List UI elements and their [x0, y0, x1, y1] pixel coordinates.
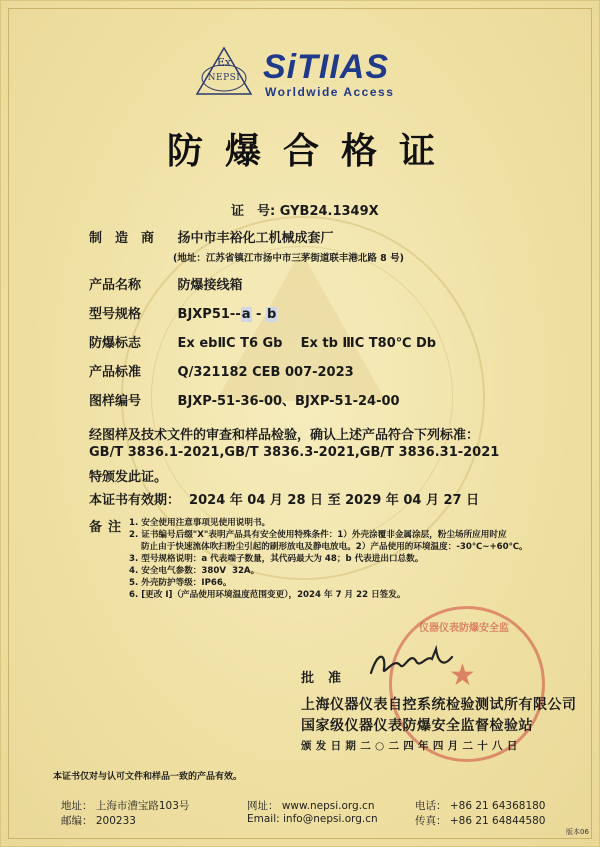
ex-mark-row: [89, 332, 436, 351]
note-item: 5. 外壳防护等级：IP66。: [129, 578, 232, 588]
validity-period: 本证书有效期： 2024 年 04 月 28 日 至 2029 年 04 月 27 日: [89, 493, 480, 508]
issuing-station: 国家级仪器仪表防爆安全监督检验站: [301, 718, 533, 734]
drawing-row: [89, 390, 400, 409]
seal-star-icon: ★: [449, 658, 476, 693]
fax-label: 传真：: [415, 815, 447, 827]
nepsi-logo-text: NEPSI: [207, 73, 241, 83]
footer-address: [61, 798, 189, 813]
website-label: 网址：: [247, 800, 279, 812]
drawing-label: 图样编号: [89, 394, 142, 409]
signature: [366, 643, 456, 687]
notes-label: 备注: [89, 520, 128, 535]
note-item: 3. 型号规格说明：a 代表端子数量，其代码最大为 48；b 代表进出口总数。: [129, 554, 424, 564]
note-item: 1. 安全使用注意事项见使用说明书。: [129, 518, 271, 528]
postcode-value: 200233: [95, 815, 136, 827]
manufacturer-row: [89, 227, 334, 246]
email-value[interactable]: info@nepsi.org.cn: [283, 813, 378, 825]
certificate-number-label: 证 号:: [231, 204, 276, 219]
product-name-value: 防爆接线箱: [177, 278, 243, 293]
model-row: [89, 303, 277, 322]
standard-value: Q/321182 CEB 007-2023: [177, 365, 354, 380]
note-item: 6. [更改 I]（产品使用环境温度范围变更），2024 年 7 月 22 日签发。: [129, 590, 406, 600]
ex-mark-label: 防爆标志: [89, 336, 142, 351]
certificate-title: 防爆合格证: [166, 131, 457, 172]
seal-text: 仪器仪表防爆安全监: [419, 623, 509, 634]
email-label: Email:: [247, 813, 280, 825]
nepsi-logo-ex: Ex: [216, 56, 232, 69]
manufacturer-label: 制 造 商: [89, 231, 155, 246]
sitiias-logo: SiTIIAS: [263, 48, 390, 86]
phone-value: +86 21 64368180: [449, 800, 546, 812]
statement-issue: 特颁发此证。: [89, 470, 168, 485]
standard-row: [89, 361, 354, 380]
drawing-value: BJXP-51-36-00、BJXP-51-24-00: [177, 394, 400, 409]
model-prefix: BJXP51--: [177, 307, 241, 322]
phone-label: 电话：: [415, 800, 447, 812]
footer-postcode: [61, 813, 136, 828]
model-b: b: [266, 307, 277, 322]
certificate-number-value: GYB24.1349X: [279, 204, 379, 219]
postcode-label: 邮编：: [61, 815, 93, 827]
approval-label: 批准: [301, 671, 356, 686]
footer-fax: [415, 813, 545, 828]
footer-email: [247, 813, 378, 825]
issuing-org: 上海仪器仪表自控系统检验测试所有限公司: [301, 697, 577, 713]
notes-list: [129, 517, 559, 601]
issue-date: 颁发日期二○二四年四月二十八日: [301, 740, 522, 752]
standard-label: 产品标准: [89, 365, 142, 380]
website-value[interactable]: www.nepsi.org.cn: [281, 800, 375, 812]
model-label: 型号规格: [89, 307, 142, 322]
ex-mark-value: Ex ebⅡC T6 Gb Ex tb ⅢC T80℃ Db: [177, 336, 437, 351]
note-item: 4. 安全电气参数：380V 32A。: [129, 566, 260, 576]
statement-line-1: 经图样及技术文件的审查和样品检验，确认上述产品符合下列标准：: [89, 428, 480, 443]
product-name-label: 产品名称: [89, 278, 142, 293]
product-name-row: [89, 274, 243, 293]
footer-website: [247, 798, 374, 813]
sitiias-tagline: Worldwide Access: [265, 85, 395, 99]
model-a: a: [241, 307, 251, 322]
nepsi-logo: [194, 46, 254, 98]
address-value: 上海市漕宝路103号: [95, 800, 190, 812]
fax-value: +86 21 64844580: [449, 815, 546, 827]
manufacturer-value: 扬中市丰裕化工机械成套厂: [177, 231, 334, 246]
version-label: 版本06: [566, 828, 589, 836]
statement-standards: GB/T 3836.1-2021,GB/T 3836.3-2021,GB/T 3836.31-2021: [89, 445, 500, 460]
note-item: 2. 证书编号后缀"X"表明产品具有安全使用特殊条件：1）外壳涂覆非金属涂层，粉尘场所应用时应: [129, 530, 507, 540]
manufacturer-address: (地址：江苏省镇江市扬中市三茅街道联丰港北路 8 号): [173, 253, 404, 264]
validity-note: 本证书仅对与认可文件和样品一致的产品有效。: [53, 772, 243, 782]
certificate-number: [231, 200, 379, 219]
footer-phone: [415, 798, 545, 813]
address-label: 地址：: [61, 800, 93, 812]
model-dash: -: [251, 307, 266, 322]
note-item: 防止由于快速流体吹扫粉尘引起的刷形放电及静电放电。2）产品使用的环境温度：-30℃~+60℃。: [129, 542, 528, 552]
